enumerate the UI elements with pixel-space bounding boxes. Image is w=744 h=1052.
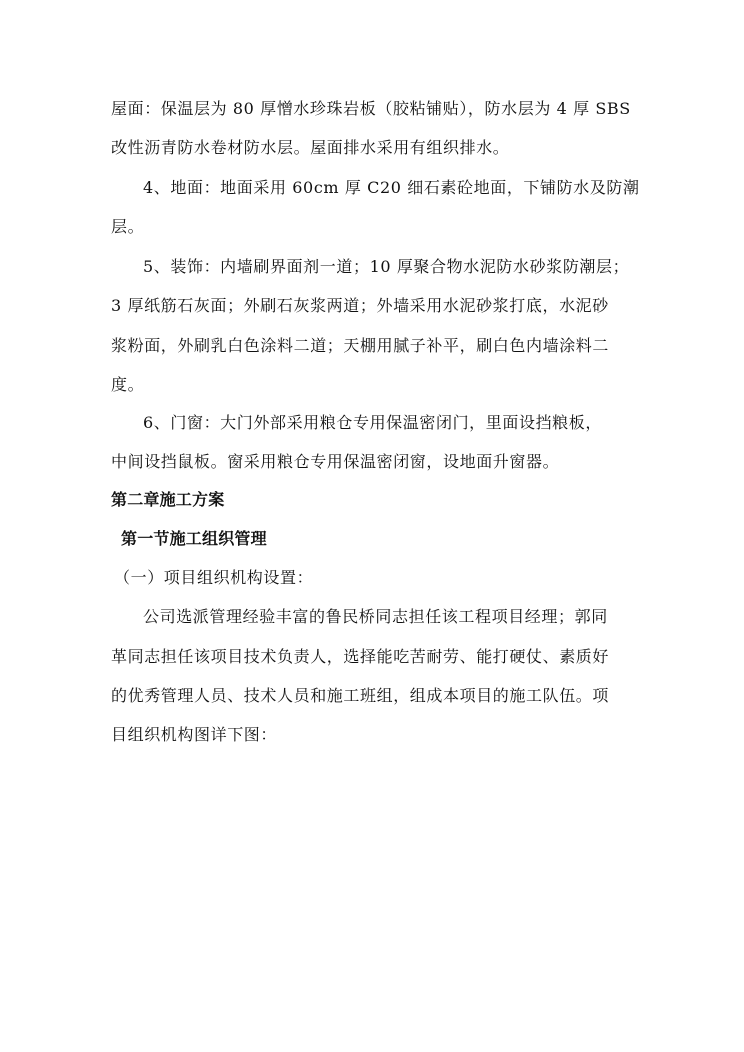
organization-paragraph-line-1: 公司选派管理经验丰富的鲁民桥同志担任该工程项目经理；郭同 [143,607,608,626]
roof-paragraph-line-2: 改性沥青防水卷材防水层。屋面排水采用有组织排水。 [111,138,510,157]
organization-paragraph-line-4: 目组织机构图详下图： [111,725,278,744]
section-title: 第一节施工组织管理 [121,529,267,548]
floor-paragraph-line-2: 层。 [111,217,145,236]
chapter-title: 第二章施工方案 [111,490,225,509]
decoration-paragraph-line-4: 度。 [111,375,145,394]
floor-paragraph-line-1: 4、地面：地面采用 60cm 厚 C20 细石素砼地面，下铺防水及防潮 [143,178,640,197]
organization-paragraph-line-3: 的优秀管理人员、技术人员和施工班组，组成本项目的施工队伍。项 [111,686,610,705]
doors-windows-paragraph-line-2: 中间设挡鼠板。窗采用粮仓专用保温密闭窗，设地面升窗器。 [111,452,560,471]
item-label: （一）项目组织机构设置： [114,568,314,587]
decoration-paragraph-line-2: 3 厚纸筋石灰面；外刷石灰浆两道；外墙采用水泥砂浆打底，水泥砂 [111,296,609,315]
doors-windows-paragraph-line-1: 6、门窗：大门外部采用粮仓专用保温密闭门，里面设挡粮板， [143,413,602,432]
organization-paragraph-line-2: 革同志担任该项目技术负责人，选择能吃苦耐劳、能打硬仗、素质好 [111,647,610,666]
decoration-paragraph-line-3: 浆粉面，外刷乳白色涂料二道；天棚用腻子补平，刷白色内墙涂料二 [111,336,610,355]
decoration-paragraph-line-1: 5、装饰：内墙刷界面剂一道；10 厚聚合物水泥防水砂浆防潮层； [143,257,630,276]
roof-paragraph-line-1: 屋面：保温层为 80 厚憎水珍珠岩板（胶粘铺贴），防水层为 4 厚 SBS [111,99,631,118]
